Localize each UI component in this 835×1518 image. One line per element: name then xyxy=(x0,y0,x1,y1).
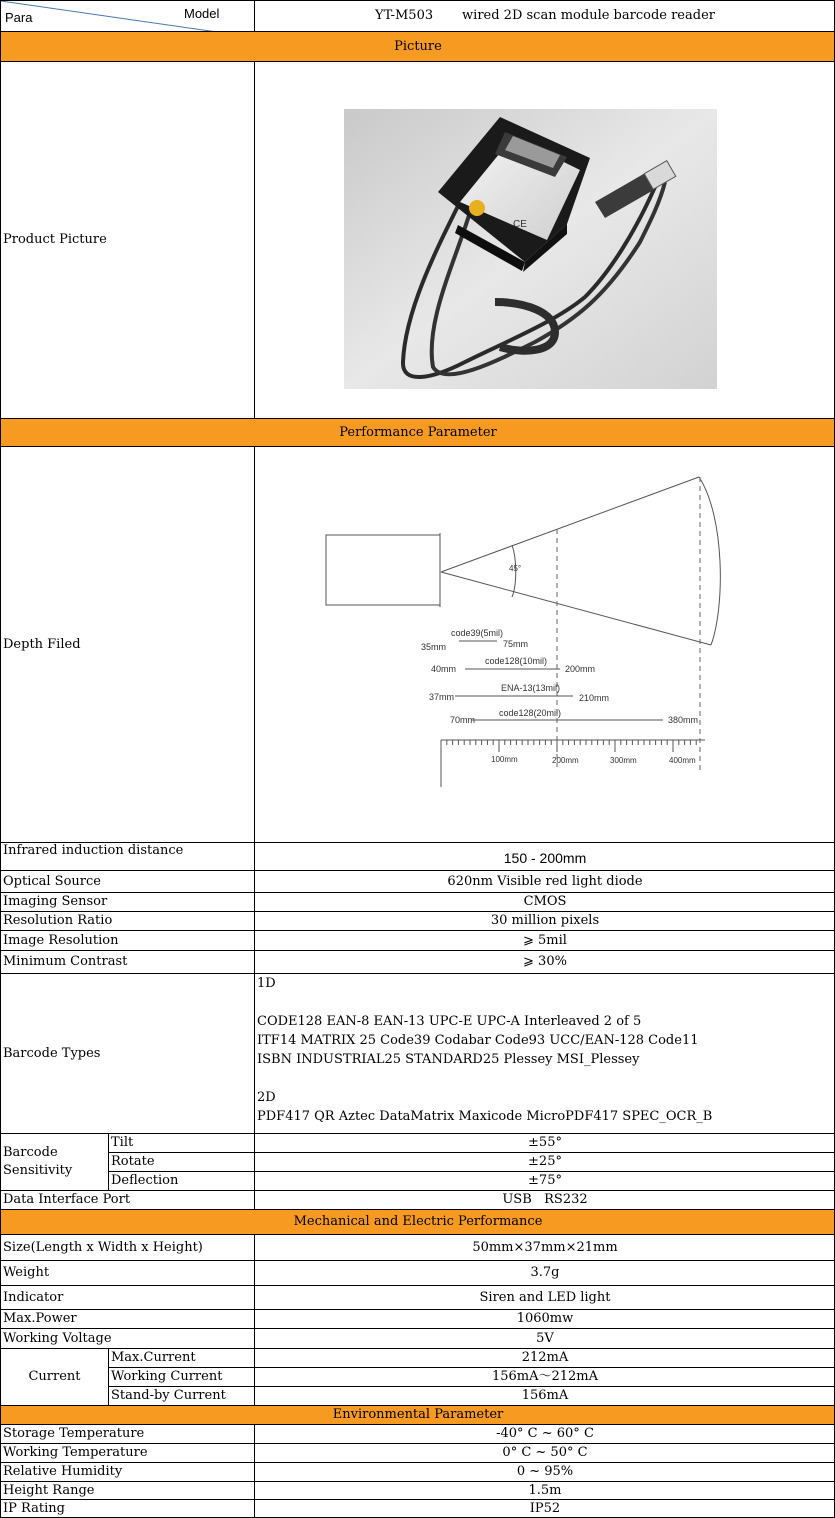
weight-value: 3.7g xyxy=(254,1260,835,1285)
beam-upper-edge xyxy=(441,477,699,572)
humidity-label: Relative Humidity xyxy=(0,1462,254,1481)
section-picture: Picture xyxy=(0,31,835,61)
ip-rating-value: IP52 xyxy=(254,1499,835,1518)
max-current-value: 212mA xyxy=(254,1348,835,1367)
range-row-2 xyxy=(431,656,595,674)
range-code-label: code128(10mil) xyxy=(485,656,548,666)
working-temp-label: Working Temperature xyxy=(0,1443,254,1462)
range-row-3 xyxy=(429,683,609,703)
humidity-value: 0 ~ 95% xyxy=(254,1462,835,1481)
deflection-value: ±75° xyxy=(254,1171,835,1190)
range-right-label: 200mm xyxy=(565,664,596,674)
max-power-value: 1060mw xyxy=(254,1309,835,1328)
header-para-model-cell xyxy=(0,0,254,31)
distance-axis xyxy=(441,740,705,787)
depth-field-cell xyxy=(254,446,835,842)
resolution-ratio-label: Resolution Ratio xyxy=(0,911,254,930)
resolution-ratio-value: 30 million pixels xyxy=(254,911,835,930)
size-label: Size(Length x Width x Height) xyxy=(0,1234,254,1260)
ip-rating-label: IP Rating xyxy=(0,1499,254,1518)
infrared-label: Infrared induction distance xyxy=(0,842,254,870)
section-environmental: Environmental Parameter xyxy=(0,1405,835,1424)
range-code-label: ENA-13(13mil) xyxy=(501,683,561,693)
range-left-label: 70mm xyxy=(450,715,476,725)
range-left-label: 40mm xyxy=(431,664,457,674)
interface-value: USB RS232 xyxy=(254,1190,835,1209)
barcode-sensitivity-label: Barcode Sensitivity xyxy=(0,1133,108,1190)
working-current-label: Working Current xyxy=(108,1367,254,1386)
depth-field-diagram xyxy=(255,447,835,842)
range-left-label: 35mm xyxy=(421,642,447,652)
axis-tick-label: 100mm xyxy=(491,755,518,764)
range-row-1 xyxy=(421,628,528,652)
tilt-value: ±55° xyxy=(254,1133,835,1152)
barcode-types-label: Barcode Types xyxy=(0,973,254,1133)
scanner-body-icon xyxy=(326,533,440,607)
min-contrast-value: ⩾ 30% xyxy=(254,950,835,973)
axis-tick-label: 300mm xyxy=(610,756,637,765)
rotate-value: ±25° xyxy=(254,1152,835,1171)
barcode-types-value: 1D CODE128 EAN-8 EAN-13 UPC-E UPC-A Interleaved 2 of 5 ITF14 MATRIX 25 Code39 Codabar Code93 UCC/EAN-128 Code11 ISBN INDUSTRIAL25 STANDARD25 Plessey MSI_Plessey 2D PDF417 QR Aztec DataMatrix Maxicode MicroPDF417 SPEC_OCR_B xyxy=(254,973,835,1133)
product-title: YT-M503 wired 2D scan module barcode reader xyxy=(254,0,835,31)
depth-field-label: Depth Filed xyxy=(0,446,254,842)
working-temp-value: 0° C ~ 50° C xyxy=(254,1443,835,1462)
model-label: Model xyxy=(184,6,220,21)
axis-tick-label: 400mm xyxy=(669,756,696,765)
range-code-label: code39(5mil) xyxy=(451,628,504,638)
indicator-value: Siren and LED light xyxy=(254,1285,835,1309)
range-code-label: code128(20mil) xyxy=(499,708,562,718)
range-right-label: 75mm xyxy=(503,639,529,649)
max-power-label: Max.Power xyxy=(0,1309,254,1328)
imaging-sensor-value: CMOS xyxy=(254,892,835,911)
tilt-label: Tilt xyxy=(108,1133,254,1152)
min-contrast-label: Minimum Contrast xyxy=(0,950,254,973)
height-range-value: 1.5m xyxy=(254,1481,835,1499)
storage-temp-label: Storage Temperature xyxy=(0,1424,254,1443)
weight-label: Weight xyxy=(0,1260,254,1285)
rotate-label: Rotate xyxy=(108,1152,254,1171)
optical-source-label: Optical Source xyxy=(0,870,254,892)
optical-source-value: 620nm Visible red light diode xyxy=(254,870,835,892)
interface-label: Data Interface Port xyxy=(0,1190,254,1209)
range-row-4 xyxy=(450,708,698,725)
working-voltage-value: 5V xyxy=(254,1328,835,1348)
section-performance: Performance Parameter xyxy=(0,418,835,446)
range-right-label: 380mm xyxy=(668,715,699,725)
standby-current-label: Stand-by Current xyxy=(108,1386,254,1405)
deflection-label: Deflection xyxy=(108,1171,254,1190)
size-value: 50mm×37mm×21mm xyxy=(254,1234,835,1260)
para-label: Para xyxy=(5,10,33,25)
axis-tick-label: 200mm xyxy=(552,756,579,765)
product-picture-label: Product Picture xyxy=(0,61,254,418)
product-picture-cell xyxy=(254,61,835,418)
image-resolution-label: Image Resolution xyxy=(0,930,254,950)
standby-current-value: 156mA xyxy=(254,1386,835,1405)
working-voltage-label: Working Voltage xyxy=(0,1328,254,1348)
height-range-label: Height Range xyxy=(0,1481,254,1499)
angle-label: 45° xyxy=(509,564,522,573)
indicator-label: Indicator xyxy=(0,1285,254,1309)
max-current-label: Max.Current xyxy=(108,1348,254,1367)
range-left-label: 37mm xyxy=(429,692,455,702)
ce-mark-icon: CE xyxy=(513,219,527,230)
image-resolution-value: ⩾ 5mil xyxy=(254,930,835,950)
current-label: Current xyxy=(0,1348,108,1405)
imaging-sensor-label: Imaging Sensor xyxy=(0,892,254,911)
product-photo xyxy=(255,62,835,418)
section-mechanical: Mechanical and Electric Performance xyxy=(0,1209,835,1234)
working-current-value: 156mA～212mA xyxy=(254,1367,835,1386)
storage-temp-value: -40° C ~ 60° C xyxy=(254,1424,835,1443)
range-right-label: 210mm xyxy=(579,693,610,703)
infrared-value: 150 - 200mm xyxy=(254,842,835,870)
